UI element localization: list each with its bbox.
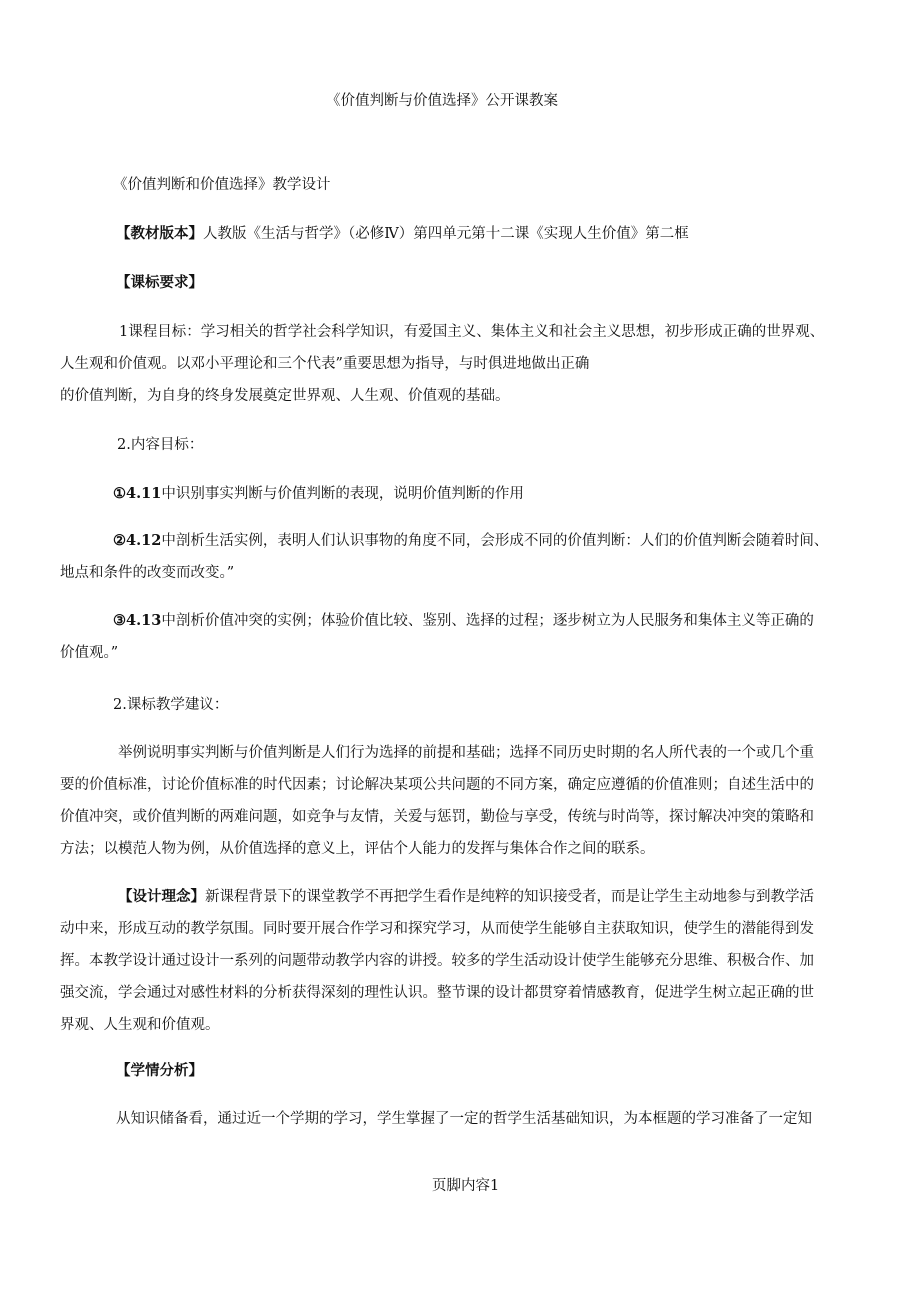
design-line: 动中来，形成互动的教学氛围。同时要开展合作学习和探究学习，从而使学生能够自主获取知识，使学生的潜能得到发 [60,921,814,937]
content-item-line [60,525,828,557]
content-item-line: 地点和条件的改变而改变。” [60,565,235,581]
design-label: 【设计理念】 [118,888,205,905]
content-item-2 [60,525,828,589]
content-item-label: ③4.13 [113,612,162,629]
content-item-line: 价值观。” [60,645,119,661]
analysis-heading: 【学情分析】 [116,1062,203,1079]
content-item-text: 中剖析生活实例，表明人们认识事物的角度不同，会形成不同的价值判断：人们的价值判断会随着时间、 [161,533,829,549]
suggestion-line: 举例说明事实判断与价值判断是人们行为选择的前提和基础；选择不同历史时期的名人所代表的一个或几个重 [118,745,814,761]
course-goal-line: 的价值判断，为自身的终身发展奠定世界观、人生观、价值观的基础。 [60,388,510,404]
edition-text: 人教版《生活与哲学》（必修Ⅳ）第四单元第十二课《实现人生价值》第二框 [203,226,689,242]
design-text: 新课程背景下的课堂教学不再把学生看作是纯粹的知识接受者，而是让学生主动地参与到教学活 [205,889,814,905]
content-item-text: 中剖析价值冲突的实例；体验价值比较、鉴别、选择的过程；逐步树立为人民服务和集体主义等正确的 [161,613,814,629]
edition-label: 【教材版本】 [116,225,203,242]
content-item-3 [60,605,814,669]
design-line: 强交流，学会通过对感性材料的分析获得深刻的理性认识。整节课的设计都贯穿着情感教育，促进学生树立起正确的世 [60,985,814,1001]
content-item-label: ②4.12 [113,532,162,549]
subtitle: 《价值判断和价值选择》教学设计 [113,177,331,193]
suggestion-heading: 2.课标教学建议： [113,697,229,713]
course-goal-line: 1课程目标：学习相关的哲学社会科学知识，有爱国主义、集体主义和社会主义思想，初步形成正确的世界观、 [119,324,825,340]
design-line: 界观、人生观和价值观。 [60,1017,220,1033]
analysis-line: 从知识储备看，通过近一个学期的学习，学生掌握了一定的哲学生活基础知识，为本框题的学习准备了一定知 [116,1111,812,1127]
document-title: 《价值判断与价值选择》公开课教案 [326,93,558,109]
suggestion-line: 要的价值标准，讨论价值标准的时代因素；讨论解决某项公共问题的不同方案，确定应遵循的价值准则；自述生活中的 [60,777,814,793]
suggestion-line: 方法；以模范人物为例，从价值选择的意义上，评估个人能力的发挥与集体合作之间的联系。 [60,841,655,857]
course-goal-paragraph [60,316,824,412]
content-item-label: ①4.11 [113,485,162,502]
content-item-line [60,605,814,637]
standards-heading: 【课标要求】 [116,274,203,291]
suggestion-line: 价值冲突，或价值判断的两难问题，如竞争与友情，关爱与惩罚，勤俭与享受，传统与时尚等，探讨解决冲突的策略和 [60,809,814,825]
suggestion-paragraph [60,737,814,865]
design-line [60,881,814,913]
content-item-text: 中识别事实判断与价值判断的表现，说明价值判断的作用 [161,486,524,502]
content-goal-heading: 2.内容目标： [117,437,204,453]
content-item-1 [113,485,524,503]
design-paragraph [60,881,814,1041]
edition-line [116,225,689,243]
page-footer: 页脚内容1 [432,1178,500,1194]
design-line: 挥。本教学设计通过设计一系列的问题带动教学内容的讲授。较多的学生活动设计使学生能够充分思维、积极合作、加 [60,953,814,969]
course-goal-line: 人生观和价值观。以邓小平理论和三个代表”重要思想为指导，与时俱进地做出正确 [60,356,590,372]
